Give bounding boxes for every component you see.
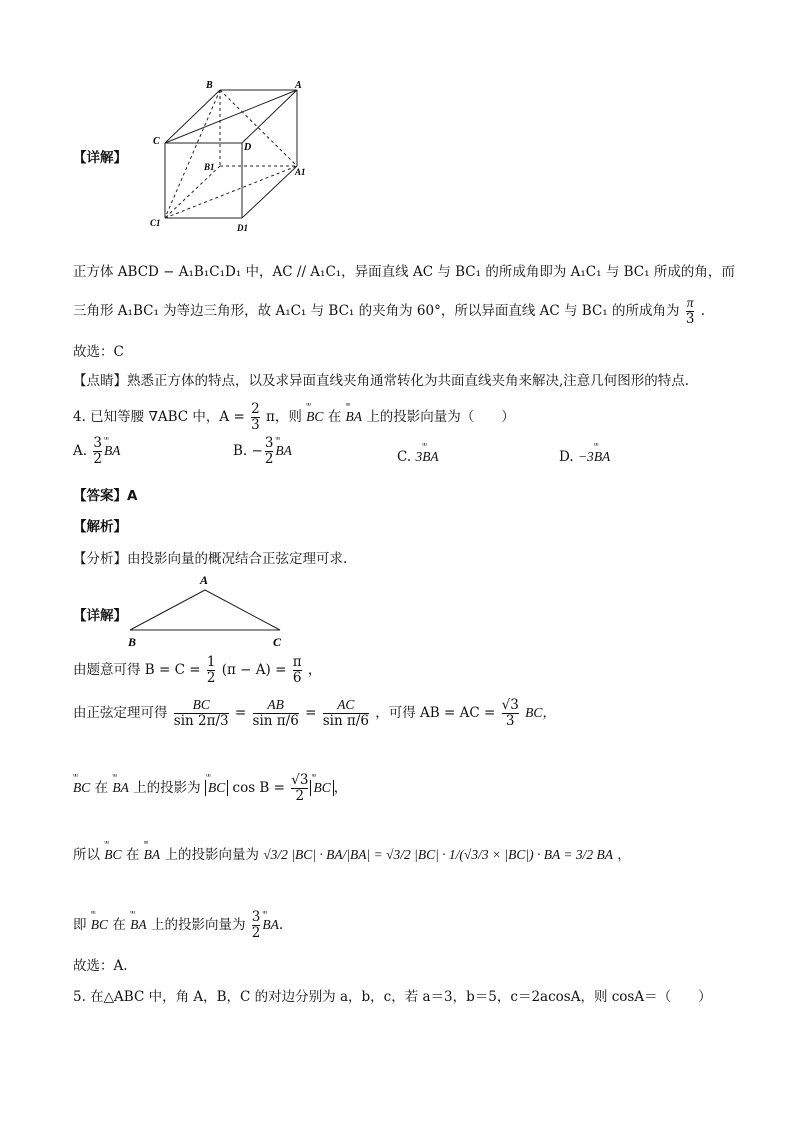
step2-frac2: $\frac{AB}{\text{sin π/6}}$ <box>252 697 299 729</box>
q4-step4 <box>73 843 631 863</box>
step3-b: 上的投影为 <box>133 779 201 796</box>
q3-line2-end: . <box>700 302 705 319</box>
step4-expression: √3/2 |BC| · BA/|BA| = √3/2 |BC| · 1/(√3/3 × |BC|) · BA = 3/2 BA <box>263 847 613 862</box>
tri-label-c: C <box>273 635 282 649</box>
step3-end: ， <box>333 779 348 796</box>
cube-label-a1: A1 <box>295 167 306 177</box>
step3-a: 在 <box>94 779 109 796</box>
q4-option-b <box>233 436 292 467</box>
cube-label-b1: B1 <box>204 162 215 172</box>
q4-stem <box>73 402 515 433</box>
q4-answer: 【答案】A <box>73 488 138 504</box>
q4-stem-b: π，则 <box>265 408 302 425</box>
q4-stem-a: 4. 已知等腰 ∇ABC 中，A = <box>73 408 245 425</box>
option-b-sign: − <box>251 442 263 459</box>
q3-answer: 故选：C <box>73 344 124 360</box>
q4-detail-tag: 【详解】 <box>73 608 127 624</box>
step5-vector: ᵘᵘ BA <box>262 917 279 933</box>
q3-line2-text: 三角形 A₁BC₁ 为等边三角形，故 A₁C₁ 与 BC₁ 的夹角为 60°，所以异面直线 AC 与 BC₁ 的所成角为 <box>73 302 680 319</box>
option-a-label: A. <box>73 442 88 459</box>
step5-vector-bc: ᵘᵘ BC <box>91 917 108 933</box>
step4-end: ， <box>617 847 631 863</box>
q4-answer-line: 故选：A. <box>73 958 128 974</box>
option-c-coef: 3 <box>415 449 423 464</box>
tri-label-b: B <box>128 635 137 649</box>
q4-option-d <box>559 449 610 465</box>
q4-analysis: 【分析】由投影向量的概况结合正弦定理可求. <box>73 551 348 567</box>
triangle-figure <box>120 572 290 650</box>
q3-line1: 正方体 ABCD − A₁B₁C₁D₁ 中，AC // A₁C₁，异面直线 AC 与 BC₁ 的所成角即为 A₁C₁ 与 BC₁ 所成的角，而 <box>73 264 735 280</box>
cube-label-d1: D1 <box>237 223 248 233</box>
q4-step3 <box>73 773 347 804</box>
q3-detail-tag: 【详解】 <box>73 150 127 166</box>
q3-comment: 【点睛】熟悉正方体的特点，以及求异面直线夹角通常转化为共面直线夹角来解决,注意几何图形的特点. <box>73 373 690 389</box>
step3-vector-bc: ᵘᵘ BC <box>73 780 90 796</box>
option-a-vector: ᵘᵘ BA <box>104 443 121 459</box>
step1-a: 由题意可得 B = C = <box>73 661 201 678</box>
option-a-fraction: $\frac{3}{2}$ <box>93 435 102 467</box>
step5-end: . <box>278 916 284 933</box>
step1-b: (π − A) = <box>221 661 287 678</box>
q4-stem-c: 在 <box>327 408 342 425</box>
option-c-label: C. <box>397 449 412 465</box>
tri-label-a: A <box>200 573 209 587</box>
q3-line2 <box>73 296 705 327</box>
step4-a: 所以 <box>73 847 100 863</box>
step3-vector-ba: ᵘᵘ BA <box>112 780 129 796</box>
option-d-vector: ᵘᵘ BA <box>594 449 611 465</box>
q4-option-a <box>73 436 120 467</box>
step2-ratio: $\frac{√3}{3}$ <box>501 697 519 729</box>
q4-analysis-tag: 【解析】 <box>73 519 127 535</box>
step5-b: 在 <box>112 916 126 933</box>
step3-c: cos B = <box>232 779 285 796</box>
step1-end: ， <box>307 661 322 678</box>
step5-a: 即 <box>73 916 87 933</box>
step3-fraction: $\frac{√3}{2}$ <box>291 772 309 804</box>
q4-step2: 由正弦定理可得 $\frac{BC}{\sin 2\pi/3}$ = $\frac{AB}{\text{sin π/6}}$ = $\frac{AC}{\text{sin π/6}}$ ，可得 AB = AC = $\frac{√3}{3}$ BC， <box>73 697 556 729</box>
step5-fraction: $\frac{3}{2}$ <box>251 909 261 941</box>
q4-step5 <box>73 910 283 941</box>
option-b-vector: ᵘᵘ BA <box>275 443 292 459</box>
cube-label-c: C <box>153 136 160 147</box>
step2-frac1: $\frac{BC}{\sin 2\pi/3}$ <box>173 697 229 729</box>
step5-c: 上的投影向量为 <box>150 916 246 933</box>
q4-stem-d: 上的投影向量为（ ） <box>366 408 515 425</box>
q4-step1 <box>73 655 321 686</box>
step4-vector-bc: ᵘᵘ BC <box>104 847 121 863</box>
option-b-label: B. <box>233 442 248 459</box>
q4-vector-bc: ᵘᵘ BC <box>306 409 323 425</box>
step2-end: BC， <box>525 704 556 720</box>
cube-label-c1: C1 <box>150 218 161 228</box>
step3-abs-bc2: ᵘᵘ BC <box>310 780 333 796</box>
option-d-coef: −3 <box>577 449 594 464</box>
q5-stem: 5. 在△ABC 中，角 A，B，C 的对边分别为 a，b，c，若 a＝3，b＝5，c＝2acosA，则 cosA＝（ ） <box>73 989 712 1005</box>
option-b-fraction: $\frac{3}{2}$ <box>264 435 274 467</box>
step2-b: ，可得 AB = AC = <box>375 704 496 721</box>
option-d-label: D. <box>559 449 574 465</box>
step1-fraction2: $\frac{\pi}{6}$ <box>292 654 302 686</box>
cube-label-d: D <box>244 142 252 153</box>
q3-line2-fraction: $\frac{\pi}{3}$ <box>685 295 695 327</box>
step2-a: 由正弦定理可得 <box>73 704 168 721</box>
cube-label-b: B <box>206 80 213 91</box>
cube-figure <box>145 78 320 238</box>
step2-frac3: $\frac{AC}{\text{sin π/6}}$ <box>322 697 369 729</box>
step4-vector-ba: ᵘᵘ BA <box>144 847 161 863</box>
step4-c: 上的投影向量为 <box>164 847 259 863</box>
q4-option-c <box>397 449 439 465</box>
step5-vector-ba: ᵘᵘ BA <box>130 917 147 933</box>
q4-stem-fraction: $\frac{2}{3}$ <box>251 401 260 433</box>
step4-b: 在 <box>125 847 140 863</box>
cube-label-a: A <box>295 80 302 91</box>
step1-fraction: $\frac{1}{2}$ <box>206 654 216 686</box>
step3-abs-bc: ᵘᵘ BC <box>205 780 228 796</box>
option-c-vector: ᵘᵘ BA <box>422 449 439 465</box>
q4-vector-ba: ᵘᵘ BA <box>346 409 363 425</box>
